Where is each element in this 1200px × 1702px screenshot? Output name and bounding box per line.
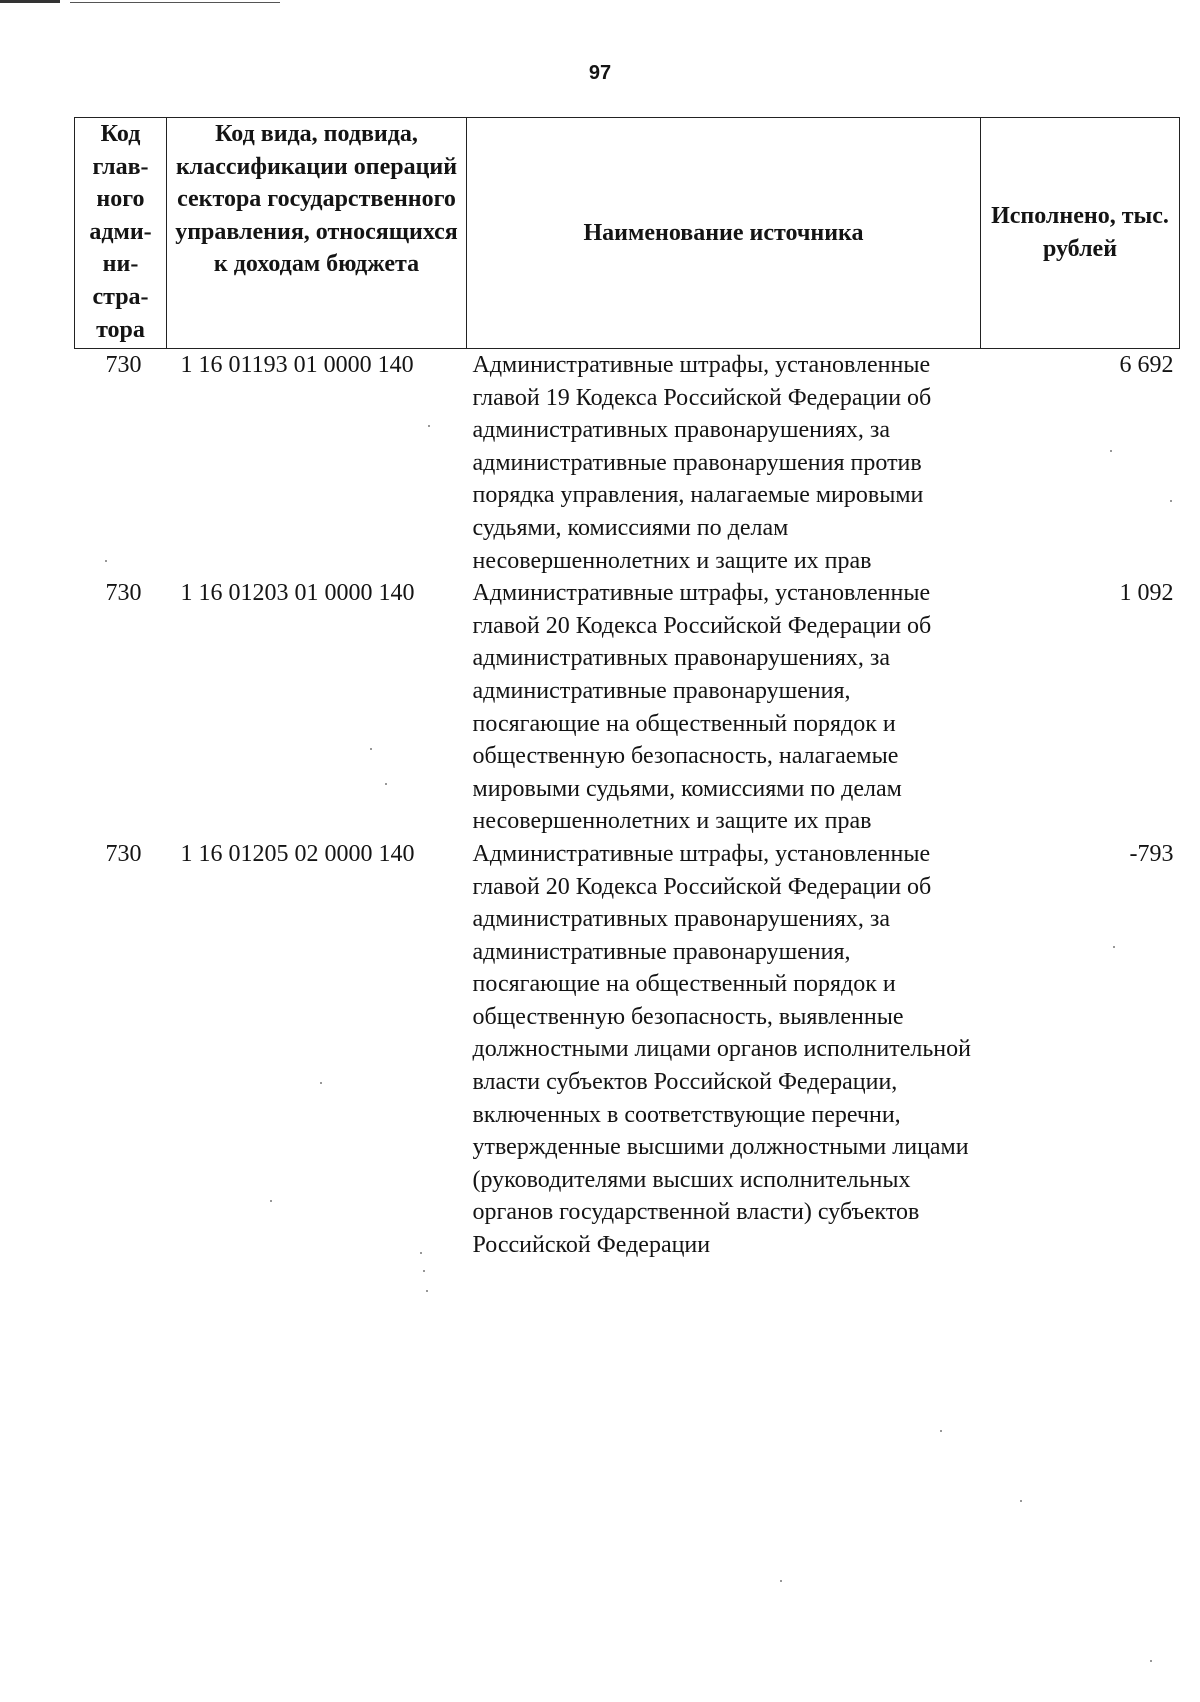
table-row — [75, 838, 1180, 1262]
cell-type-code: 1 16 01203 01 0000 140 — [180, 580, 415, 607]
scan-edge-mark — [0, 0, 60, 3]
header-type-code: Код вида, подвида, классификации операций сектора государственного управления, относящихся к доходам бюджета — [167, 118, 467, 349]
header-admin-code: Код глав-ного адми-ни-стра-тора — [75, 118, 167, 349]
table-row — [75, 349, 1180, 578]
cell-admin-code: 730 — [105, 840, 142, 867]
table-row — [75, 577, 1180, 838]
budget-revenue-table — [74, 117, 1180, 1262]
cell-source-name: Административные штрафы, установленные главой 20 Кодекса Российской Федерации об административных правонарушениях, за административные правонарушения, посягающие на общественный порядок и общественную безопасность, налагаемые мировыми судьями, комиссиями по делам несовершеннолетних и защите их прав — [472, 580, 932, 835]
cell-source-name: Административные штрафы, установленные главой 19 Кодекса Российской Федерации об административных правонарушениях, за административные правонарушения против порядка управления, налагаемые мировыми судьями, комиссиями по делам несовершеннолетних и защите их прав — [472, 352, 932, 574]
scan-edge-mark — [70, 2, 280, 3]
cell-executed: 6 692 — [1119, 352, 1174, 378]
cell-admin-code: 730 — [105, 580, 142, 607]
cell-type-code: 1 16 01193 01 0000 140 — [180, 352, 414, 378]
cell-type-code: 1 16 01205 02 0000 140 — [180, 840, 415, 867]
page-number: 97 — [588, 62, 612, 84]
cell-executed: -793 — [1129, 840, 1174, 867]
cell-executed: 1 092 — [1119, 580, 1174, 607]
table-header-row — [75, 118, 1180, 349]
header-source-name: Наименование источника — [467, 118, 981, 349]
cell-source-name: Административные штрафы, установленные главой 20 Кодекса Российской Федерации об административных правонарушениях, за административные правонарушения, посягающие на общественный порядок и общественную безопасность, выявленные должностными лицами органов исполнительной власти субъектов Российской Федерации, включенных в соответствующие перечни, утвержденные высшими должностными лицами (руководителями высших исполнительных органов государственной власти) субъектов Российской Федерации — [472, 840, 971, 1259]
cell-admin-code: 730 — [105, 352, 142, 378]
header-executed: Исполнено, тыс. рублей — [981, 118, 1180, 349]
